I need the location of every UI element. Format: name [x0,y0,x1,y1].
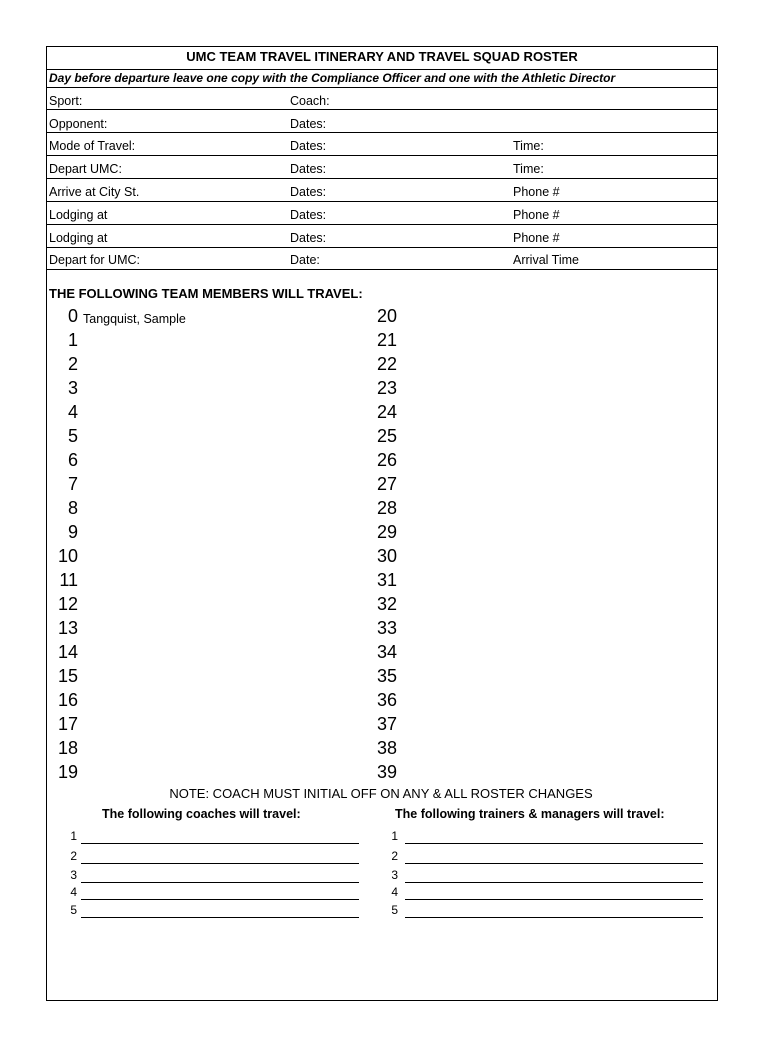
trainer-name-line[interactable] [405,863,703,864]
trainer-line-number: 3 [391,868,398,882]
coach-line-number: 2 [70,849,77,863]
trainer-name-line[interactable] [405,843,703,844]
row-divider [47,247,717,248]
roster-number: 32 [377,594,398,614]
roster-number: 29 [377,522,398,542]
field-label: Dates: [290,117,327,131]
roster-number: 20 [377,306,398,326]
coach-name-line[interactable] [81,917,359,918]
trainer-name-line[interactable] [405,899,703,900]
field-label: Phone # [513,208,560,222]
coach-name-line[interactable] [81,882,359,883]
field-label: Dates: [290,139,327,153]
form-subtitle: Day before departure leave one copy with the Compliance Officer and one with the Athletic Director [49,71,616,85]
row-divider [47,132,717,133]
form-title: UMC TEAM TRAVEL ITINERARY AND TRAVEL SQUAD ROSTER [186,49,578,64]
field-label: Dates: [290,208,327,222]
coach-name-line[interactable] [81,899,359,900]
roster-member-0[interactable]: Tangquist, Sample [83,312,186,326]
roster-number: 2 [67,354,78,374]
trainer-line-number: 2 [391,849,398,863]
roster-number: 6 [67,450,78,470]
roster-number: 33 [377,618,398,638]
field-label: Mode of Travel: [49,139,136,153]
field-label: Arrival Time [513,253,579,267]
roster-number: 38 [377,738,398,758]
roster-number: 4 [67,402,78,422]
roster-number: 0 [67,306,78,326]
field-label: Time: [513,162,544,176]
roster-number: 7 [67,474,78,494]
roster-number: 22 [377,354,398,374]
roster-number: 3 [67,378,78,398]
roster-number: 25 [377,426,398,446]
roster-number: 8 [67,498,78,518]
roster-number: 18 [57,738,78,758]
field-label: Phone # [513,185,560,199]
field-label: Opponent: [49,117,108,131]
roster-number: 31 [377,570,398,590]
trainers-heading: The following trainers & managers will travel: [395,807,665,821]
row-divider [47,269,717,270]
coach-line-number: 4 [70,885,77,899]
trainer-line-number: 5 [391,903,398,917]
row-divider [47,178,717,179]
row-divider [47,87,717,88]
roster-number: 34 [377,642,398,662]
roster-number: 1 [67,330,78,350]
roster-number: 12 [57,594,78,614]
travel-form [46,46,718,1001]
roster-number: 5 [67,426,78,446]
field-label: Lodging at [49,231,108,245]
roster-number: 19 [57,762,78,782]
roster-number: 39 [377,762,398,782]
field-label: Time: [513,139,544,153]
field-label: Dates: [290,231,327,245]
roster-number: 28 [377,498,398,518]
roster-number: 13 [57,618,78,638]
roster-number: 37 [377,714,398,734]
coach-line-number: 3 [70,868,77,882]
roster-number: 35 [377,666,398,686]
roster-number: 15 [57,666,78,686]
roster-number: 27 [377,474,398,494]
trainer-name-line[interactable] [405,882,703,883]
roster-number: 24 [377,402,398,422]
field-label: Sport: [49,94,83,108]
coach-line-number: 1 [70,829,77,843]
row-divider [47,201,717,202]
trainer-name-line[interactable] [405,917,703,918]
field-label: Arrive at City St. [49,185,140,199]
coaches-heading: The following coaches will travel: [102,807,301,821]
coach-name-line[interactable] [81,843,359,844]
field-label: Dates: [290,162,327,176]
roster-number: 17 [57,714,78,734]
roster-number: 23 [377,378,398,398]
roster-note: NOTE: COACH MUST INITIAL OFF ON ANY & ALL ROSTER CHANGES [169,786,593,801]
roster-number: 14 [57,642,78,662]
field-label: Dates: [290,185,327,199]
row-divider [47,109,717,110]
field-label: Depart for UMC: [49,253,140,267]
trainer-line-number: 1 [391,829,398,843]
roster-number: 9 [67,522,78,542]
field-label: Phone # [513,231,560,245]
row-divider [47,155,717,156]
roster-number: 26 [377,450,398,470]
roster-number: 11 [59,570,78,590]
row-divider [47,224,717,225]
roster-number: 21 [377,330,398,350]
roster-number: 30 [377,546,398,566]
trainer-line-number: 4 [391,885,398,899]
roster-number: 36 [377,690,398,710]
field-label: Depart UMC: [49,162,122,176]
field-label: Coach: [290,94,330,108]
field-label: Date: [290,253,320,267]
roster-heading: THE FOLLOWING TEAM MEMBERS WILL TRAVEL: [49,286,363,301]
roster-number: 10 [57,546,78,566]
field-label: Lodging at [49,208,108,222]
coach-name-line[interactable] [81,863,359,864]
roster-number: 16 [57,690,78,710]
coach-line-number: 5 [70,903,77,917]
